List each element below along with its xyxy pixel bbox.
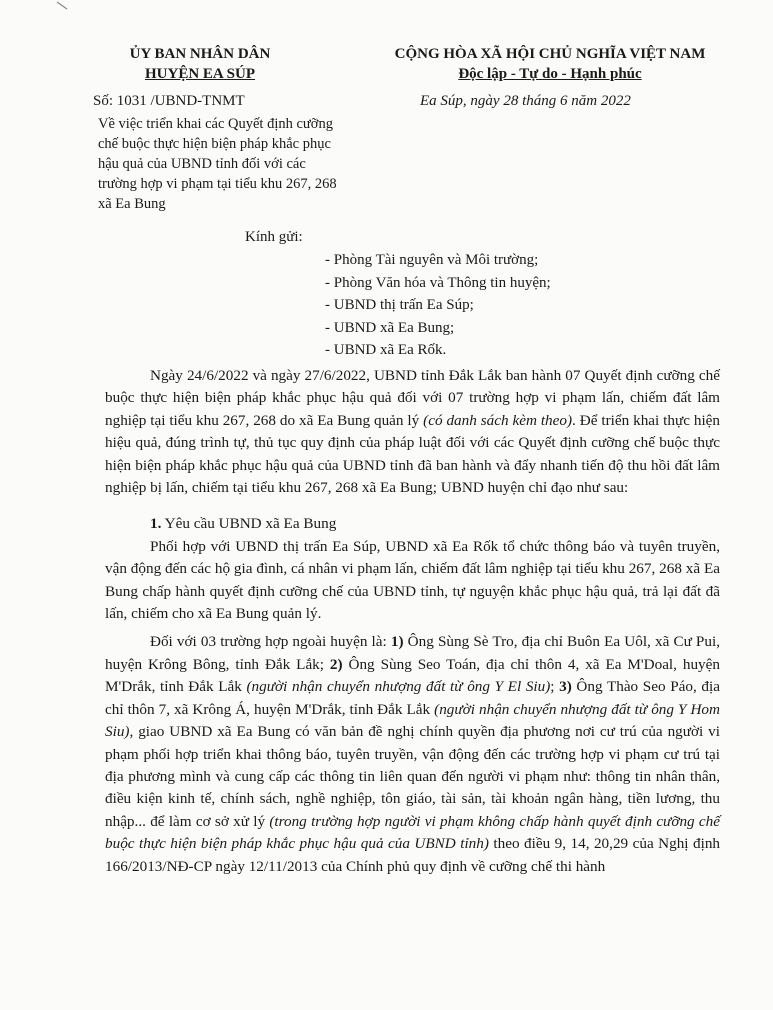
motto: Độc lập - Tự do - Hạnh phúc bbox=[458, 66, 642, 82]
national-motto bbox=[350, 44, 750, 84]
scan-mark-icon bbox=[55, 0, 71, 12]
document-number-value: 1031 bbox=[116, 93, 147, 109]
section-paragraph: Phối hợp với UBND thị trấn Ea Súp, UBND xã Ea Rốk tổ chức thông báo và tuyên truyền, vận động đến các hộ gia đình, cá nhân vi phạm lấn, chiếm đất lâm nghiệp tại tiểu khu 267, 268 xã Ea Bung chấp hành quyết định cưỡng chế của UBND tỉnh, tự nguyện khắc phục hậu quả, trả lại đất đã lấn, chiếm cho xã Ea Bung quản lý. bbox=[105, 537, 720, 623]
document-number-suffix: /UBND-TNMT bbox=[146, 93, 245, 109]
recipient-item: - UBND thị trấn Ea Súp; bbox=[325, 297, 474, 314]
section-heading: 1. Yêu cầu UBND xã Ea Bung bbox=[150, 515, 337, 533]
document-subject: Về việc triển khai các Quyết định cưỡng chế buộc thực hiện biện pháp khắc phục hậu quả của UBND tỉnh đối với các trường hợp vi phạm tại tiểu khu 267, 268 xã Ea Bung bbox=[98, 116, 337, 212]
authority-line-2: HUYỆN EA SÚP bbox=[144, 66, 256, 82]
section-paragraph: Đối với 03 trường hợp ngoài huyện là: 1) Ông Sùng Sè Tro, địa chỉ Buôn Ea Uôl, xã Cư Pui, huyện Krông Bông, tỉnh Đắk Lắk; 2) Ông Sùng Seo Toán, địa chỉ thôn 4, xã Ea M'Doal, huyện M'Drắk, tỉnh Đắk Lắk (người nhận chuyển nhượng đất từ ông Y El Siu); 3) Ông Thào Seo Páo, địa chỉ thôn 7, xã Krông Á, huyện M'Drắk, tỉnh Đắk Lắk (người nhận chuyển nhượng đất từ ông Y Hom Siu), giao UBND xã Ea Bung có văn bản đề nghị chính quyền địa phương nơi cư trú của người vi phạm phối hợp triển khai thông báo, tuyên truyền, vận động đến các trường hợp vi phạm cư trú tại địa phương mình và cung cấp các thông tin liên quan đến người vi phạm như: thông tin nhân thân, điều kiện kinh tế, chính sách, nghề nghiệp, tôn giáo, tài sản, tài khoản ngân hàng, tiền lương, thu nhập... để làm cơ sở xử lý (trong trường hợp người vi phạm không chấp hành quyết định cưỡng chế buộc thực hiện biện pháp khắc phục hậu quả của UBND tỉnh) theo điều 9, 14, 20,29 của Nghị định 166/2013/NĐ-CP ngày 12/11/2013 của Chính phủ quy định về cưỡng chế thi hành bbox=[105, 633, 721, 875]
document-number-label: Số: bbox=[93, 93, 117, 109]
issuing-authority bbox=[80, 44, 320, 84]
document-number bbox=[93, 93, 245, 110]
intro-paragraph: Ngày 24/6/2022 và ngày 27/6/2022, UBND tỉnh Đắk Lắk ban hành 07 Quyết định cưỡng chế buộc thực hiện biện pháp khắc phục hậu quả đối với 07 trường hợp vi phạm lấn, chiếm đất lâm nghiệp tại tiểu khu 267, 268 do xã Ea Bung quản lý (có danh sách kèm theo). Để triển khai thực hiện hiệu quả, đúng trình tự, thủ tục quy định của pháp luật đối với các Quyết định cưỡng chế buộc thực hiện biện pháp khắc phục hậu quả của UBND tỉnh đã ban hành và đẩy nhanh tiến độ thu hồi đất lâm nghiệp bị lấn, chiếm tại tiểu khu 267, 268 xã Ea Bung; UBND huyện chỉ đạo như sau: bbox=[105, 367, 721, 497]
recipients-list bbox=[325, 249, 551, 362]
authority-line-1: ỦY BAN NHÂN DÂN bbox=[129, 46, 271, 62]
recipient-item: - Phòng Văn hóa và Thông tin huyện; bbox=[325, 274, 551, 291]
recipients-label: Kính gửi: bbox=[245, 229, 303, 245]
recipient-item: - UBND xã Ea Bung; bbox=[325, 319, 455, 336]
document-body bbox=[105, 365, 720, 878]
recipient-item: - UBND xã Ea Rốk. bbox=[325, 342, 447, 359]
country-name: CỘNG HÒA XÃ HỘI CHỦ NGHĨA VIỆT NAM bbox=[394, 46, 706, 62]
document-date: Ea Súp, ngày 28 tháng 6 năm 2022 bbox=[420, 93, 631, 109]
recipient-item: - Phòng Tài nguyên và Môi trường; bbox=[325, 252, 539, 268]
